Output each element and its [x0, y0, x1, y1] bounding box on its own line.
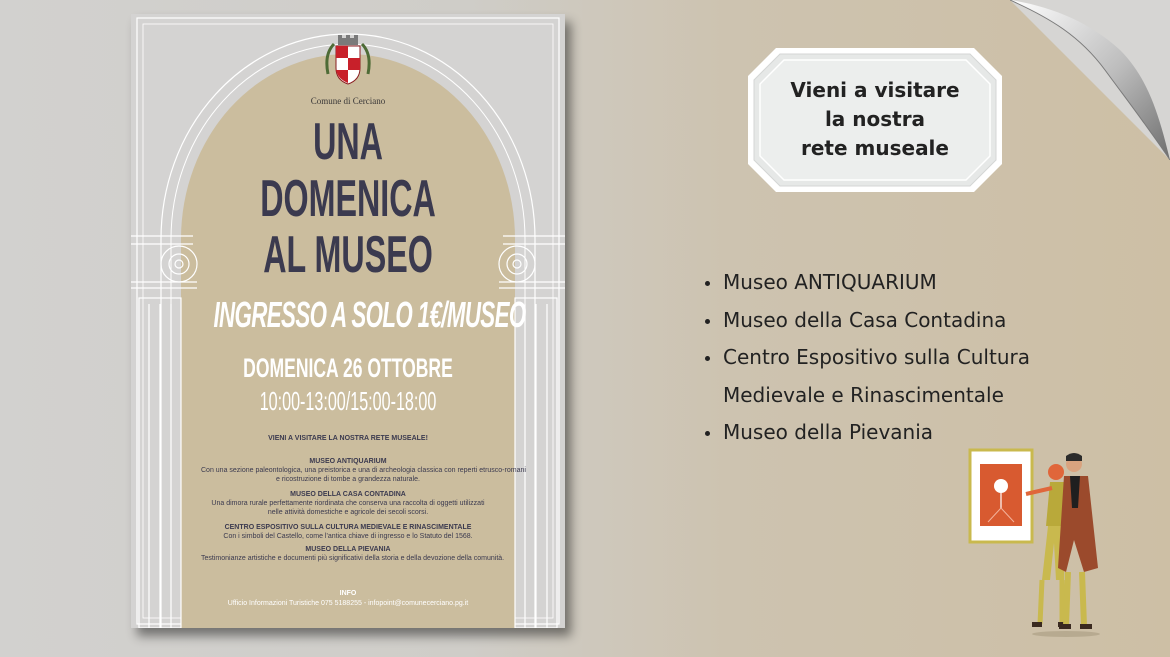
- entry-desc: Una dimora rurale perfettamente riordinata che conserva una raccolta di oggetti utilizzati: [211, 500, 485, 507]
- museum-list: [705, 264, 1030, 452]
- callout-line: la nostra: [824, 107, 926, 131]
- list-item: [705, 302, 1030, 340]
- entry-name: MUSEO DELLA CASA CONTADINA: [290, 491, 406, 498]
- info-label: INFO: [339, 590, 357, 597]
- entry-desc: Testimonianze artistiche e documenti più significativi della storia e della devozione della comunità.: [201, 555, 505, 562]
- museum-visitors-illustration: [966, 448, 1106, 638]
- callout-text: [746, 76, 1004, 163]
- list-item-label: Centro Espositivo sulla Cultura: [723, 345, 1030, 369]
- list-item-label: Museo della Casa Contadina: [723, 307, 1007, 332]
- entry-desc: nelle attività domestiche e agricole dei secoli scorsi.: [267, 509, 429, 516]
- poster-invite: VIENI A VISITARE LA NOSTRA RETE MUSEALE!: [268, 435, 428, 442]
- entry-desc: Con una sezione paleontologica, una preistorica e una di archeologia classica con reperti etrusco-romani: [201, 467, 526, 474]
- list-item-label-continued: Medievale e Rinascimentale: [723, 382, 1004, 407]
- event-hours: 10:00-13:00/15:00-18:00: [259, 386, 437, 416]
- callout-line: Vieni a visitare: [790, 78, 960, 102]
- municipal-crest-icon: [324, 34, 372, 104]
- poster-subtitle: INGRESSO A SOLO 1€/MUSEO: [213, 294, 526, 335]
- list-item: [705, 414, 1030, 452]
- list-item: [705, 339, 1030, 414]
- entry-desc: e ricostruzione di tombe a grandezza naturale.: [276, 476, 420, 483]
- page-curl-icon: [1010, 0, 1170, 160]
- list-item-label: Museo della Pievania: [723, 420, 934, 444]
- poster-title-line-1: UNA: [313, 113, 383, 171]
- municipality-name: Comune di Cerciano: [310, 96, 386, 106]
- info-contact: Ufficio Informazioni Turistiche 075 5188255 - infopoint@comunecerciano.pg.it: [227, 600, 469, 607]
- entry-name: CENTRO ESPOSITIVO SULLA CULTURA MEDIEVALE E RINASCIMENTALE: [224, 524, 472, 531]
- callout-line: rete museale: [801, 136, 949, 160]
- poster-title-line-2: DOMENICA: [260, 170, 436, 228]
- list-item-label: Museo ANTIQUARIUM: [723, 270, 937, 294]
- list-item: [705, 264, 1030, 302]
- poster-title-line-3: AL MUSEO: [263, 226, 433, 284]
- entry-name: MUSEO DELLA PIEVANIA: [305, 546, 391, 553]
- event-date: DOMENICA 26 OTTOBRE: [243, 353, 453, 383]
- entry-desc: Con i simboli del Castello, come l'antica chiave di ingresso e lo Statuto del 1568.: [223, 533, 473, 540]
- entry-name: MUSEO ANTIQUARIUM: [309, 458, 387, 465]
- event-poster: [131, 14, 565, 628]
